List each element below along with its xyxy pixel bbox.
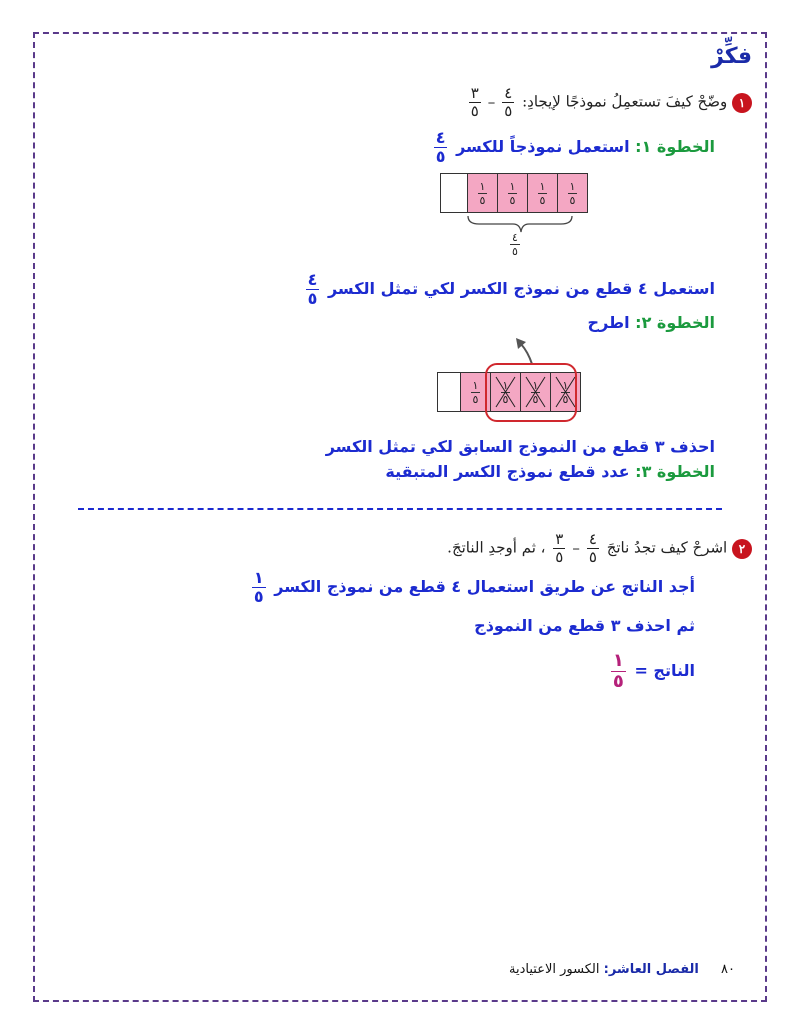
fraction-piece: ١ ٥ — [467, 174, 497, 212]
fraction-piece-remaining: ١ ٥ — [460, 373, 490, 411]
fraction-model-1 — [440, 173, 588, 213]
result-line — [608, 652, 695, 691]
arrow-icon — [512, 336, 538, 366]
step-3-line — [385, 462, 715, 481]
step-2-label: الخطوة ٢: — [635, 313, 715, 332]
chapter-title: الكسور الاعتيادية — [509, 962, 600, 977]
step-1-text: استعمل نموذجاً للكسر — [456, 137, 630, 156]
removed-pieces-circle — [485, 363, 577, 422]
remove-pieces-line: احذف ٣ قطع من النموذج السابق لكي تمثل الكسر — [325, 437, 715, 456]
step-1-label: الخطوة ١: — [635, 137, 715, 156]
answer-fraction-1: $\frac{١}{٥}$ — [253, 568, 264, 606]
fraction-piece: ١ ٥ — [527, 174, 557, 212]
section-divider — [78, 508, 722, 510]
minus-sign: – — [572, 538, 580, 557]
answer-text-1: أجد الناتج عن طريق استعمال ٤ قطع من نموذج الكسر — [274, 577, 695, 596]
minus-sign: – — [487, 92, 496, 111]
chapter-label: الفصل العاشر: — [603, 962, 699, 977]
fraction-piece: ١ ٥ — [497, 174, 527, 212]
step-1-fraction: $\frac{٤}{٥}$ — [435, 128, 446, 166]
fraction-four-fifths: $\frac{٤}{٥}$ — [504, 84, 513, 120]
fraction-piece: ١ ٥ — [557, 174, 587, 212]
step-2-line — [588, 313, 715, 332]
fraction-piece-crossed: ١ ٥ — [520, 373, 550, 411]
page-footer — [509, 962, 735, 977]
question-1-text: وضّحْ كيفَ تستعمِلُ نموذجًا لإيجادِ: — [522, 92, 728, 111]
step-2-text: اطرح — [587, 313, 630, 332]
fraction-piece-crossed: ١ ٥ — [550, 373, 580, 411]
page-number: ٨٠ — [721, 962, 735, 977]
fraction-four-fifths: $\frac{٤}{٥}$ — [588, 530, 597, 566]
brace-fraction: ٤ ٥ — [512, 231, 518, 258]
question-1 — [466, 86, 752, 119]
use-pieces-text: استعمل ٤ قطع من نموذج الكسر لكي تمثل الكسر — [327, 279, 715, 298]
page-frame — [33, 32, 767, 1002]
question-2-text: اشرحْ كيف تجدُ ناتجَ — [606, 538, 728, 557]
question-2 — [447, 532, 752, 565]
step-1-line — [431, 130, 715, 165]
empty-piece — [438, 373, 460, 411]
fraction-three-fifths: $\frac{٣}{٥}$ — [470, 84, 479, 120]
answer-line-1 — [249, 570, 695, 605]
question-number-badge: ١ — [732, 93, 752, 113]
fraction-three-fifths: $\frac{٣}{٥}$ — [555, 530, 564, 566]
question-2-text-end: ، ثم أوجدِ الناتجَ. — [447, 538, 546, 557]
step-3-text: عدد قطع نموذج الكسر المتبقية — [385, 462, 630, 481]
question-number-badge: ٢ — [732, 539, 752, 559]
result-label: الناتج = — [634, 661, 695, 680]
fraction-piece-crossed: ١ ٥ — [490, 373, 520, 411]
use-pieces-line — [303, 272, 715, 307]
use-pieces-fraction: $\frac{٤}{٥}$ — [307, 270, 318, 308]
empty-piece — [441, 174, 467, 212]
result-fraction: $\frac{١}{٥}$ — [612, 650, 624, 692]
page-heading: فكِّرْ — [711, 44, 752, 69]
step-3-label: الخطوة ٣: — [635, 462, 715, 481]
answer-line-2: ثم احذف ٣ قطع من النموذج — [474, 616, 695, 635]
brace-icon — [465, 214, 575, 236]
